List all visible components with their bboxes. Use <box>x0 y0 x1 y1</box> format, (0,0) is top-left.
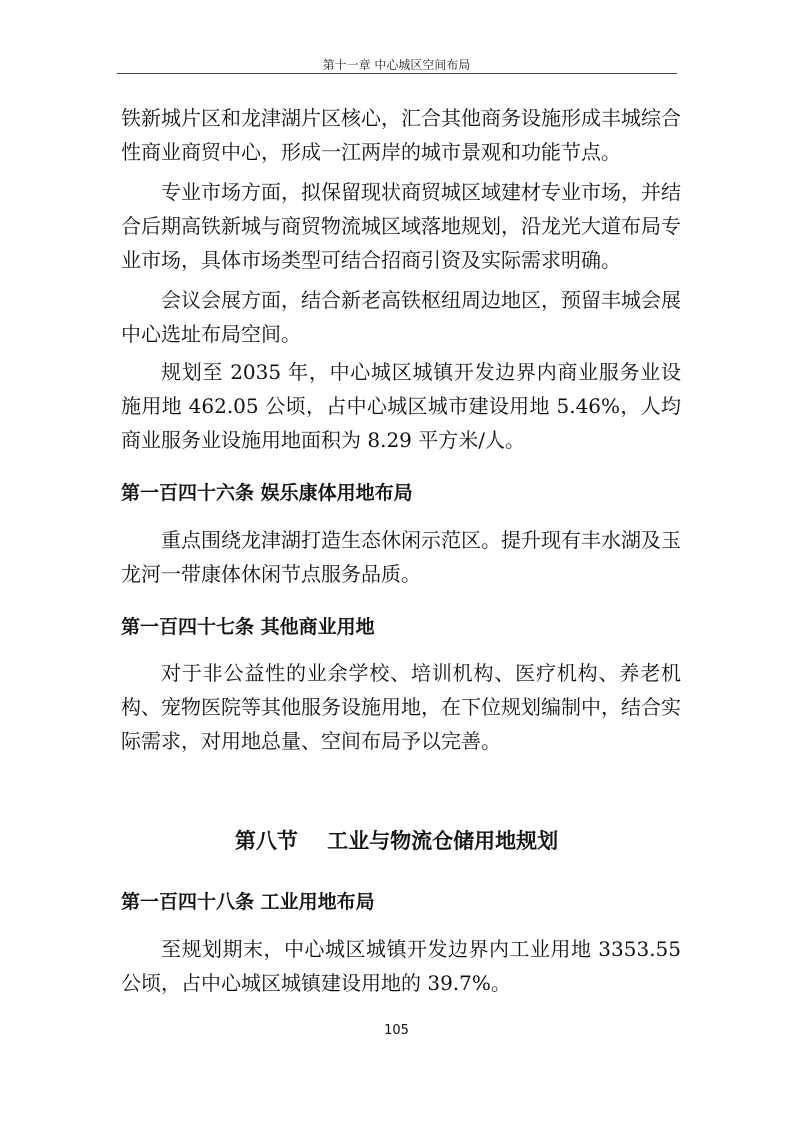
paragraph-other-commercial: 对于非公益性的业余学校、培训机构、医疗机构、养老机构、宠物医院等其他服务设施用地，在下位规划编制中，结合实际需求，对用地总量、空间布局予以完善。 <box>121 661 681 753</box>
article-148-heading: 第一百四十八条 工业用地布局 <box>121 891 375 913</box>
paragraph-commercial-land: 规划至 2035 年，中心城区城镇开发边界内商业服务业设施用地 462.05 公顷，占中心城区城市建设用地 5.46%，人均商业服务业设施用地面积为 8.29 平方米/人。 <box>121 360 681 452</box>
paragraph-exhibition: 会议会展方面，结合新老高铁枢纽周边地区，预留丰城会展中心选址布局空间。 <box>121 288 681 346</box>
paragraph-professional-market: 专业市场方面，拟保留现状商贸城区域建材专业市场，并结合后期高铁新城与商贸物流城区域落地规划，沿龙光大道布局专业市场，具体市场类型可结合招商引资及实际需求明确。 <box>121 180 681 272</box>
section-title: 第八节 工业与物流仓储用地规划 <box>234 829 559 853</box>
paragraph-continued: 铁新城片区和龙津湖片区核心，汇合其他商务设施形成丰城综合性商业商贸中心，形成一江两岸的城市景观和功能节点。 <box>121 106 681 164</box>
paragraph-recreation: 重点围绕龙津湖打造生态休闲示范区。提升现有丰水湖及玉龙河一带康体休闲节点服务品质。 <box>121 528 681 586</box>
paragraph-industrial-land: 至规划期末，中心城区城镇开发边界内工业用地 3353.55 公顷，占中心城区城镇建设用地的 39.7%。 <box>121 937 681 995</box>
header-rule <box>117 73 677 74</box>
page-number: 105 <box>384 1023 409 1038</box>
article-146-heading: 第一百四十六条 娱乐康体用地布局 <box>121 482 413 504</box>
article-147-heading: 第一百四十七条 其他商业用地 <box>121 616 375 638</box>
running-header: 第十一章 中心城区空间布局 <box>322 58 471 72</box>
